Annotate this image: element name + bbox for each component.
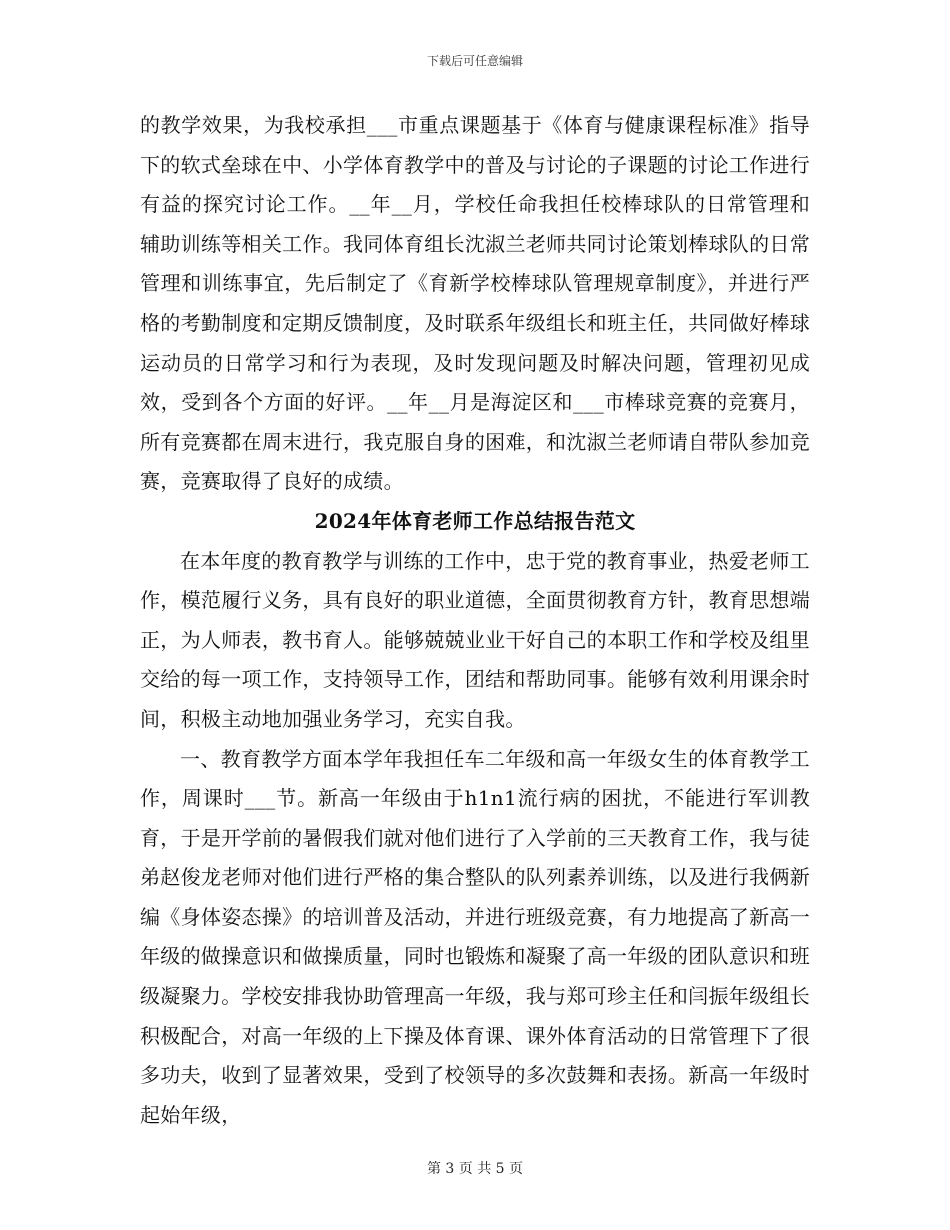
document-title: 2024年体育老师工作总结报告范文 <box>314 508 636 533</box>
page-footer: 第 3 页 共 5 页 <box>426 1161 524 1177</box>
paragraph-continuation: 的教学效果，为我校承担___市重点课题基于《体育与健康课程标准》指导下的软式垒球在中、小学体育教学中的普及与讨论的子课题的讨论工作进行有益的探究讨论工作。__年__月，学校任命我担任校棒球队的日常管理和辅助训练等相关工作。我同体育组长沈淑兰老师共同讨论策划棒球队的日常管理和训练事宜，先后制定了《育新学校棒球队管理规章制度》，并进行严格的考勤制度和定期反馈制度，及时联系年级组长和班主任，共同做好棒球运动员的日常学习和行为表现，及时发现问题及时解决问题，管理初见成效，受到各个方面的好评。__年__月是海淀区和___市棒球竞赛的竞赛月，所有竞赛都在周末进行，我克服自身的困难，和沈淑兰老师请自带队参加竞赛，竞赛取得了良好的成绩。 <box>140 113 810 494</box>
paragraph-teaching: 一、教育教学方面本学年我担任车二年级和高一年级女生的体育教学工作，周课时___节。新高一年级由于h1n1流行病的困扰，不能进行军训教育，于是开学前的暑假我们就对他们进行了入学前的三天教育工作，我与徒弟赵俊龙老师对他们进行严格的集合整队的队列素养训练，以及进行我俩新编《身体姿态操》的培训普及活动，并进行班级竞赛，有力地提高了新高一年级的做操意识和做操质量，同时也锻炼和凝聚了高一年级的团队意识和班级凝聚力。学校安排我协助管理高一年级，我与郑可珍主任和闫振年级组长积极配合，对高一年级的上下操及体育课、课外体育活动的日常管理下了很多功夫，收到了显著效果，受到了校领导的多次鼓舞和表扬。新高一年级时起始年级， <box>140 746 810 1127</box>
page-header: 下载后可任意编辑 <box>426 54 523 68</box>
paragraph-intro: 在本年度的教育教学与训练的工作中，忠于党的教育事业，热爱老师工作，模范履行义务，具有良好的职业道德，全面贯彻教育方针，教育思想端正，为人师表，教书育人。能够兢兢业业干好自己的本职工作和学校及组里交给的每一项工作，支持领导工作，团结和帮助同事。能够有效利用课余时间，积极主动地加强业务学习，充实自我。 <box>140 548 810 731</box>
document-body <box>140 106 810 1135</box>
